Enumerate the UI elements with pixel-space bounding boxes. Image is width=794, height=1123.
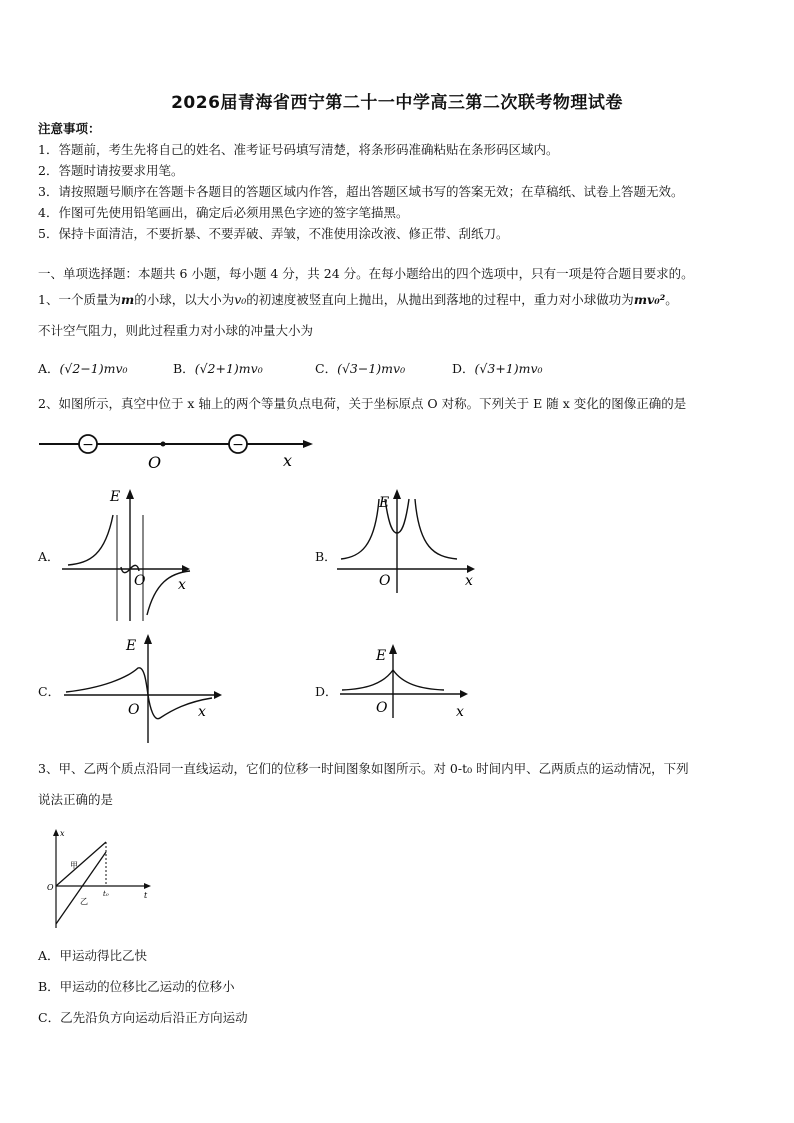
q1-text: 。 (665, 292, 678, 307)
arrow-icon (144, 883, 151, 889)
charge-sign: − (82, 437, 94, 453)
axis-e-label: E (379, 495, 390, 511)
q2-option-a: A． (38, 549, 60, 564)
arrow-icon (144, 634, 152, 644)
jia-label: 甲 (70, 861, 78, 870)
option-label: A． (38, 361, 60, 376)
axis-e-label: E (126, 638, 137, 654)
option-label: C． (315, 361, 338, 376)
arrow-icon (303, 440, 313, 448)
x-label: x (283, 451, 293, 470)
option-expr: (√2−1)mv₀ (59, 361, 128, 376)
arrow-icon (467, 565, 475, 573)
section-heading: 一、单项选择题：本题共 6 小题，每小题 4 分，共 24 分。在每小题给出的四个选项中，只有一项是符合题目要求的。 (38, 266, 694, 281)
axis-x-label: x (465, 573, 473, 589)
notice-item: 4．作图可先使用铅笔画出，确定后必须用黑色字迹的签字笔描黑。 (38, 205, 409, 220)
page-title: 2026届青海省西宁第二十一中学高三第二次联考物理试卷 (171, 93, 623, 113)
arrow-icon (389, 644, 397, 654)
displacement-time-graph (44, 826, 156, 930)
axis-o-label: O (134, 573, 146, 589)
q1-line2: 不计空气阻力，则此过程重力对小球的冲量大小为 (38, 323, 314, 338)
curve (68, 515, 113, 565)
q1-text: 的初速度被竖直向上抛出，从抛出到落地的过程中，重力对小球做功为 (246, 292, 634, 307)
option-expr: (√3+1)mv₀ (474, 361, 543, 376)
q1-text: 的小球，以大小为 (134, 292, 235, 307)
axis-e-label: E (376, 648, 387, 664)
q3-option-b: B．甲运动的位移比乙运动的位移小 (38, 979, 235, 994)
notice-item: 1．答题前，考生先将自己的姓名、准考证号码填写清楚，将条形码准确粘贴在条形码区域内。 (38, 142, 559, 157)
arrow-icon (214, 691, 222, 699)
q1-option-b (173, 359, 263, 377)
notice-heading: 注意事项： (38, 121, 101, 136)
arrow-icon (126, 489, 134, 499)
axis-x-label: x (456, 704, 464, 720)
q3-line1: 3、甲、乙两个质点沿同一直线运动，它们的位移一时间图象如图所示。对 0-t₀ 时间内甲、乙两质点的运动情况，下列 (38, 761, 689, 776)
q2-option-b: B． (315, 549, 337, 564)
curve (341, 499, 379, 559)
q2-text: 2、如图所示，真空中位于 x 轴上的两个等量负点电荷，关于坐标原点 O 对称。下列关于 E 随 x 变化的图像正确的是 (38, 396, 687, 411)
q3-line2: 说法正确的是 (38, 792, 114, 807)
axis-x-label: x (178, 577, 186, 593)
q1-text: 1、一个质量为 (38, 292, 121, 307)
option-label: B． (173, 361, 195, 376)
graph-option-d (338, 640, 473, 720)
q2-option-d: D． (315, 684, 338, 699)
graph-option-c (62, 630, 227, 745)
charges-diagram (35, 428, 315, 473)
line-jia (56, 842, 106, 886)
yi-label: 乙 (80, 897, 88, 906)
q1-line1 (38, 292, 678, 308)
notice-item: 5．保持卡面清洁，不要折暴、不要弄破、弄皱，不准使用涂改液、修正带、刮纸刀。 (38, 226, 509, 241)
curve (415, 499, 457, 559)
q1-v0: v₀ (234, 292, 247, 307)
q1-option-a (38, 359, 128, 377)
origin-label: O (148, 453, 162, 472)
axis-x-label: x (198, 704, 206, 720)
line-yi (56, 852, 106, 924)
option-label: D． (452, 361, 475, 376)
notice-item: 3．请按照题号顺序在答题卡各题目的答题区域内作答，超出答题区域书写的答案无效；在草稿纸、试卷上答题无效。 (38, 184, 684, 199)
q1-option-c (315, 359, 405, 377)
axis-o-label: O (379, 573, 391, 589)
q3-option-a: A．甲运动得比乙快 (38, 948, 148, 963)
q1-option-d (452, 359, 543, 377)
axis-o-label: O (376, 700, 388, 716)
axis-o-label: O (128, 702, 140, 718)
charge-sign: − (232, 437, 244, 453)
graph-option-a (60, 485, 200, 625)
q3-option-c: C．乙先沿负方向运动后沿正方向运动 (38, 1010, 248, 1025)
option-expr: (√3−1)mv₀ (337, 361, 406, 376)
origin-label: O (47, 883, 54, 892)
t0-label: t₀ (103, 890, 109, 898)
arrow-icon (393, 489, 401, 499)
origin-dot (161, 442, 166, 447)
arrow-icon (53, 829, 59, 836)
axis-e-label: E (110, 489, 121, 505)
t-axis-label: t (144, 891, 148, 900)
graph-option-b (335, 485, 485, 595)
q2-option-c: C． (38, 684, 61, 699)
arrow-icon (460, 690, 468, 698)
notice-item: 2．答题时请按要求用笔。 (38, 163, 184, 178)
x-axis-label: x (60, 829, 65, 838)
option-expr: (√2+1)mv₀ (194, 361, 263, 376)
q1-work: mv₀² (633, 292, 666, 307)
q1-mass: m (120, 292, 135, 307)
